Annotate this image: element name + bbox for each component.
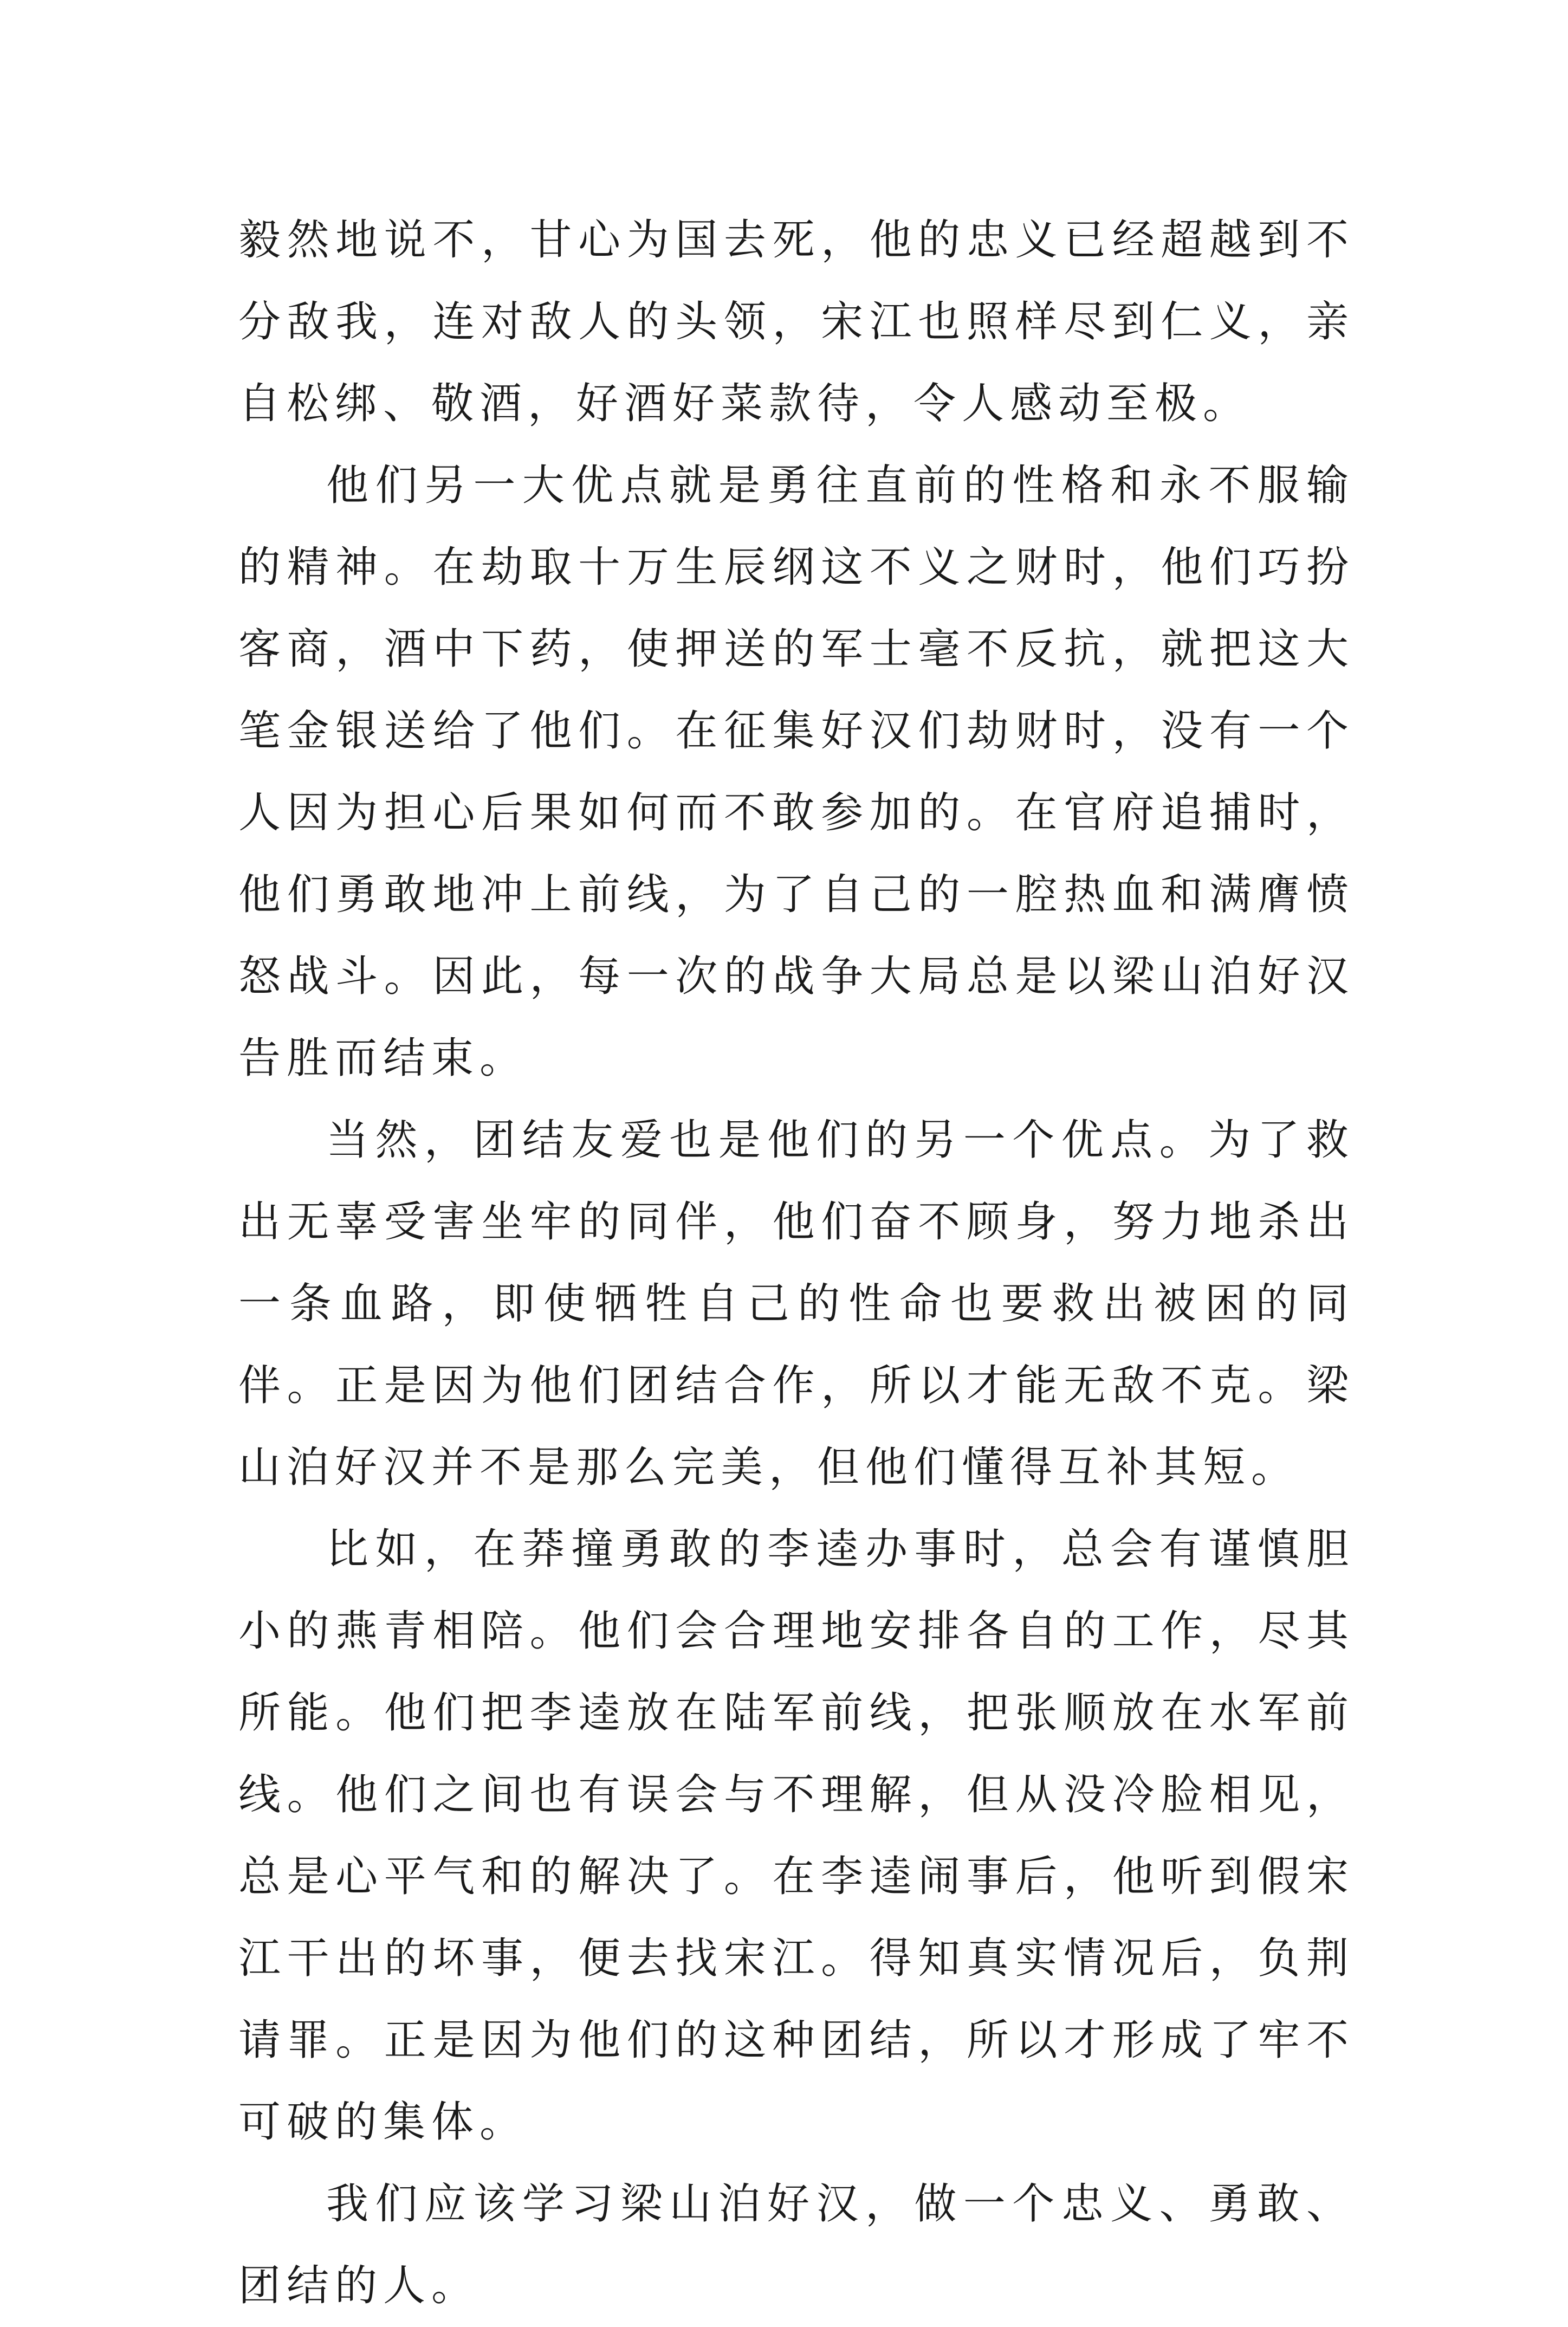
paragraph-4: 比如，在莽撞勇敢的李逵办事时，总会有谨慎胆小的燕青相陪。他们会合理地安排各自的工作，尽其所能。他们把李逵放在陆军前线，把张顺放在水军前线。他们之间也有误会与不理解，但从没冷脸相见，总是心平气和的解决了。在李逵闹事后，他听到假宋江干出的坏事，便去找宋江。得知真实情况后，负荆请罪。正是因为他们的这种团结，所以才形成了牢不可破的集体。: [238, 1525, 1355, 2147]
paragraph-5: 我们应该学习梁山泊好汉，做一个忠义、勇敢、团结的人。: [238, 2180, 1355, 2310]
paragraph-2: 他们另一大优点就是勇往直前的性格和永不服输的精神。在劫取十万生辰纲这不义之财时，他们巧扮客商，酒中下药，使押送的军士毫不反抗，就把这大笔金银送给了他们。在征集好汉们劫财时，没有一个人因为担心后果如何而不敢参加的。在官府追捕时，他们勇敢地冲上前线，为了自己的一腔热血和满膺愤怒战斗。因此，每一次的战争大局总是以梁山泊好汉告胜而结束。: [238, 461, 1355, 1083]
paragraph-1: 毅然地说不，甘心为国去死，他的忠义已经超越到不分敌我，连对敌人的头领，宋江也照样尽到仁义，亲自松绑、敬酒，好酒好菜款待，令人感动至极。: [238, 216, 1355, 428]
paragraph-3: 当然，团结友爱也是他们的另一个优点。为了救出无辜受害坐牢的同伴，他们奋不顾身，努力地杀出一条血路，即使牺牲自己的性命也要救出被困的同伴。正是因为他们团结合作，所以才能无敌不克。梁山泊好汉并不是那么完美，但他们懂得互补其短。: [238, 1116, 1355, 1492]
document-body: [238, 199, 1355, 2327]
